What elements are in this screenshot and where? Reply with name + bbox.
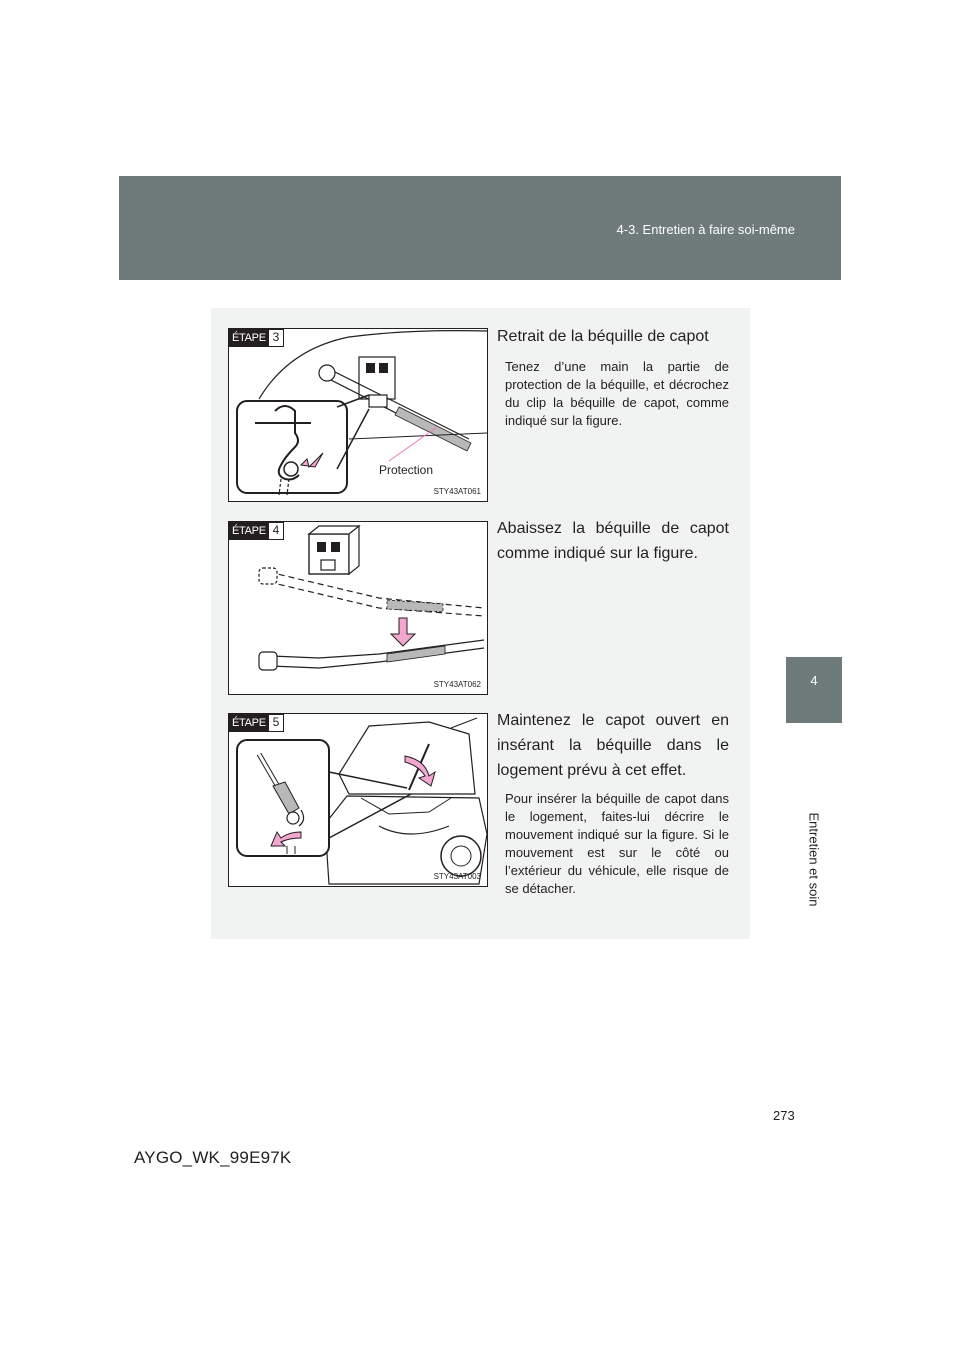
figure-step-3 [228,328,488,502]
step-badge: ÉTAPE 5 [229,714,284,732]
figure-code: STY43AT003 [433,872,481,881]
page-number: 273 [773,1108,795,1123]
chapter-tab[interactable] [786,657,842,723]
step-5-body: Pour insérer la béquille de capot dans le logement, faites-lui décrire le mouvement indiqué sur la figure. Si le mouvement est sur le côté ou l’extérieur du véhicule, elle risque de se détacher. [505,791,729,896]
step-4-title: Abaissez la béquille de capot comme indiqué sur la figure. [497,520,729,562]
figure-code: STY43AT062 [433,680,481,689]
step-3-title: Retrait de la béquille de capot [497,328,709,345]
hood-stay-insertion-illustration [229,714,487,886]
step-5-title: Maintenez le capot ouvert en insérant la béquille dans le logement prévu à cet effet. [497,712,729,779]
hood-stay-lowering-illustration [229,522,487,694]
figure-step-4 [228,521,488,695]
figure-step-5 [228,713,488,887]
callout-protection: Protection [379,463,434,477]
chapter-number: 4 [810,673,818,688]
section-title: 4-3. Entretien à faire soi-même [616,222,795,237]
chapter-label: Entretien et soin [806,812,822,907]
step-badge: ÉTAPE 3 [229,329,284,347]
step-badge: ÉTAPE 4 [229,522,284,540]
page-header [119,176,841,280]
step-3-body: Tenez d’une main la partie de protection de la béquille, et décrochez du clip la béquille de capot, comme indiqué sur la figure. [505,359,729,428]
hood-stay-clip-illustration [229,329,487,501]
document-code: AYGO_WK_99E97K [134,1148,292,1167]
figure-code: STY43AT061 [433,487,481,496]
